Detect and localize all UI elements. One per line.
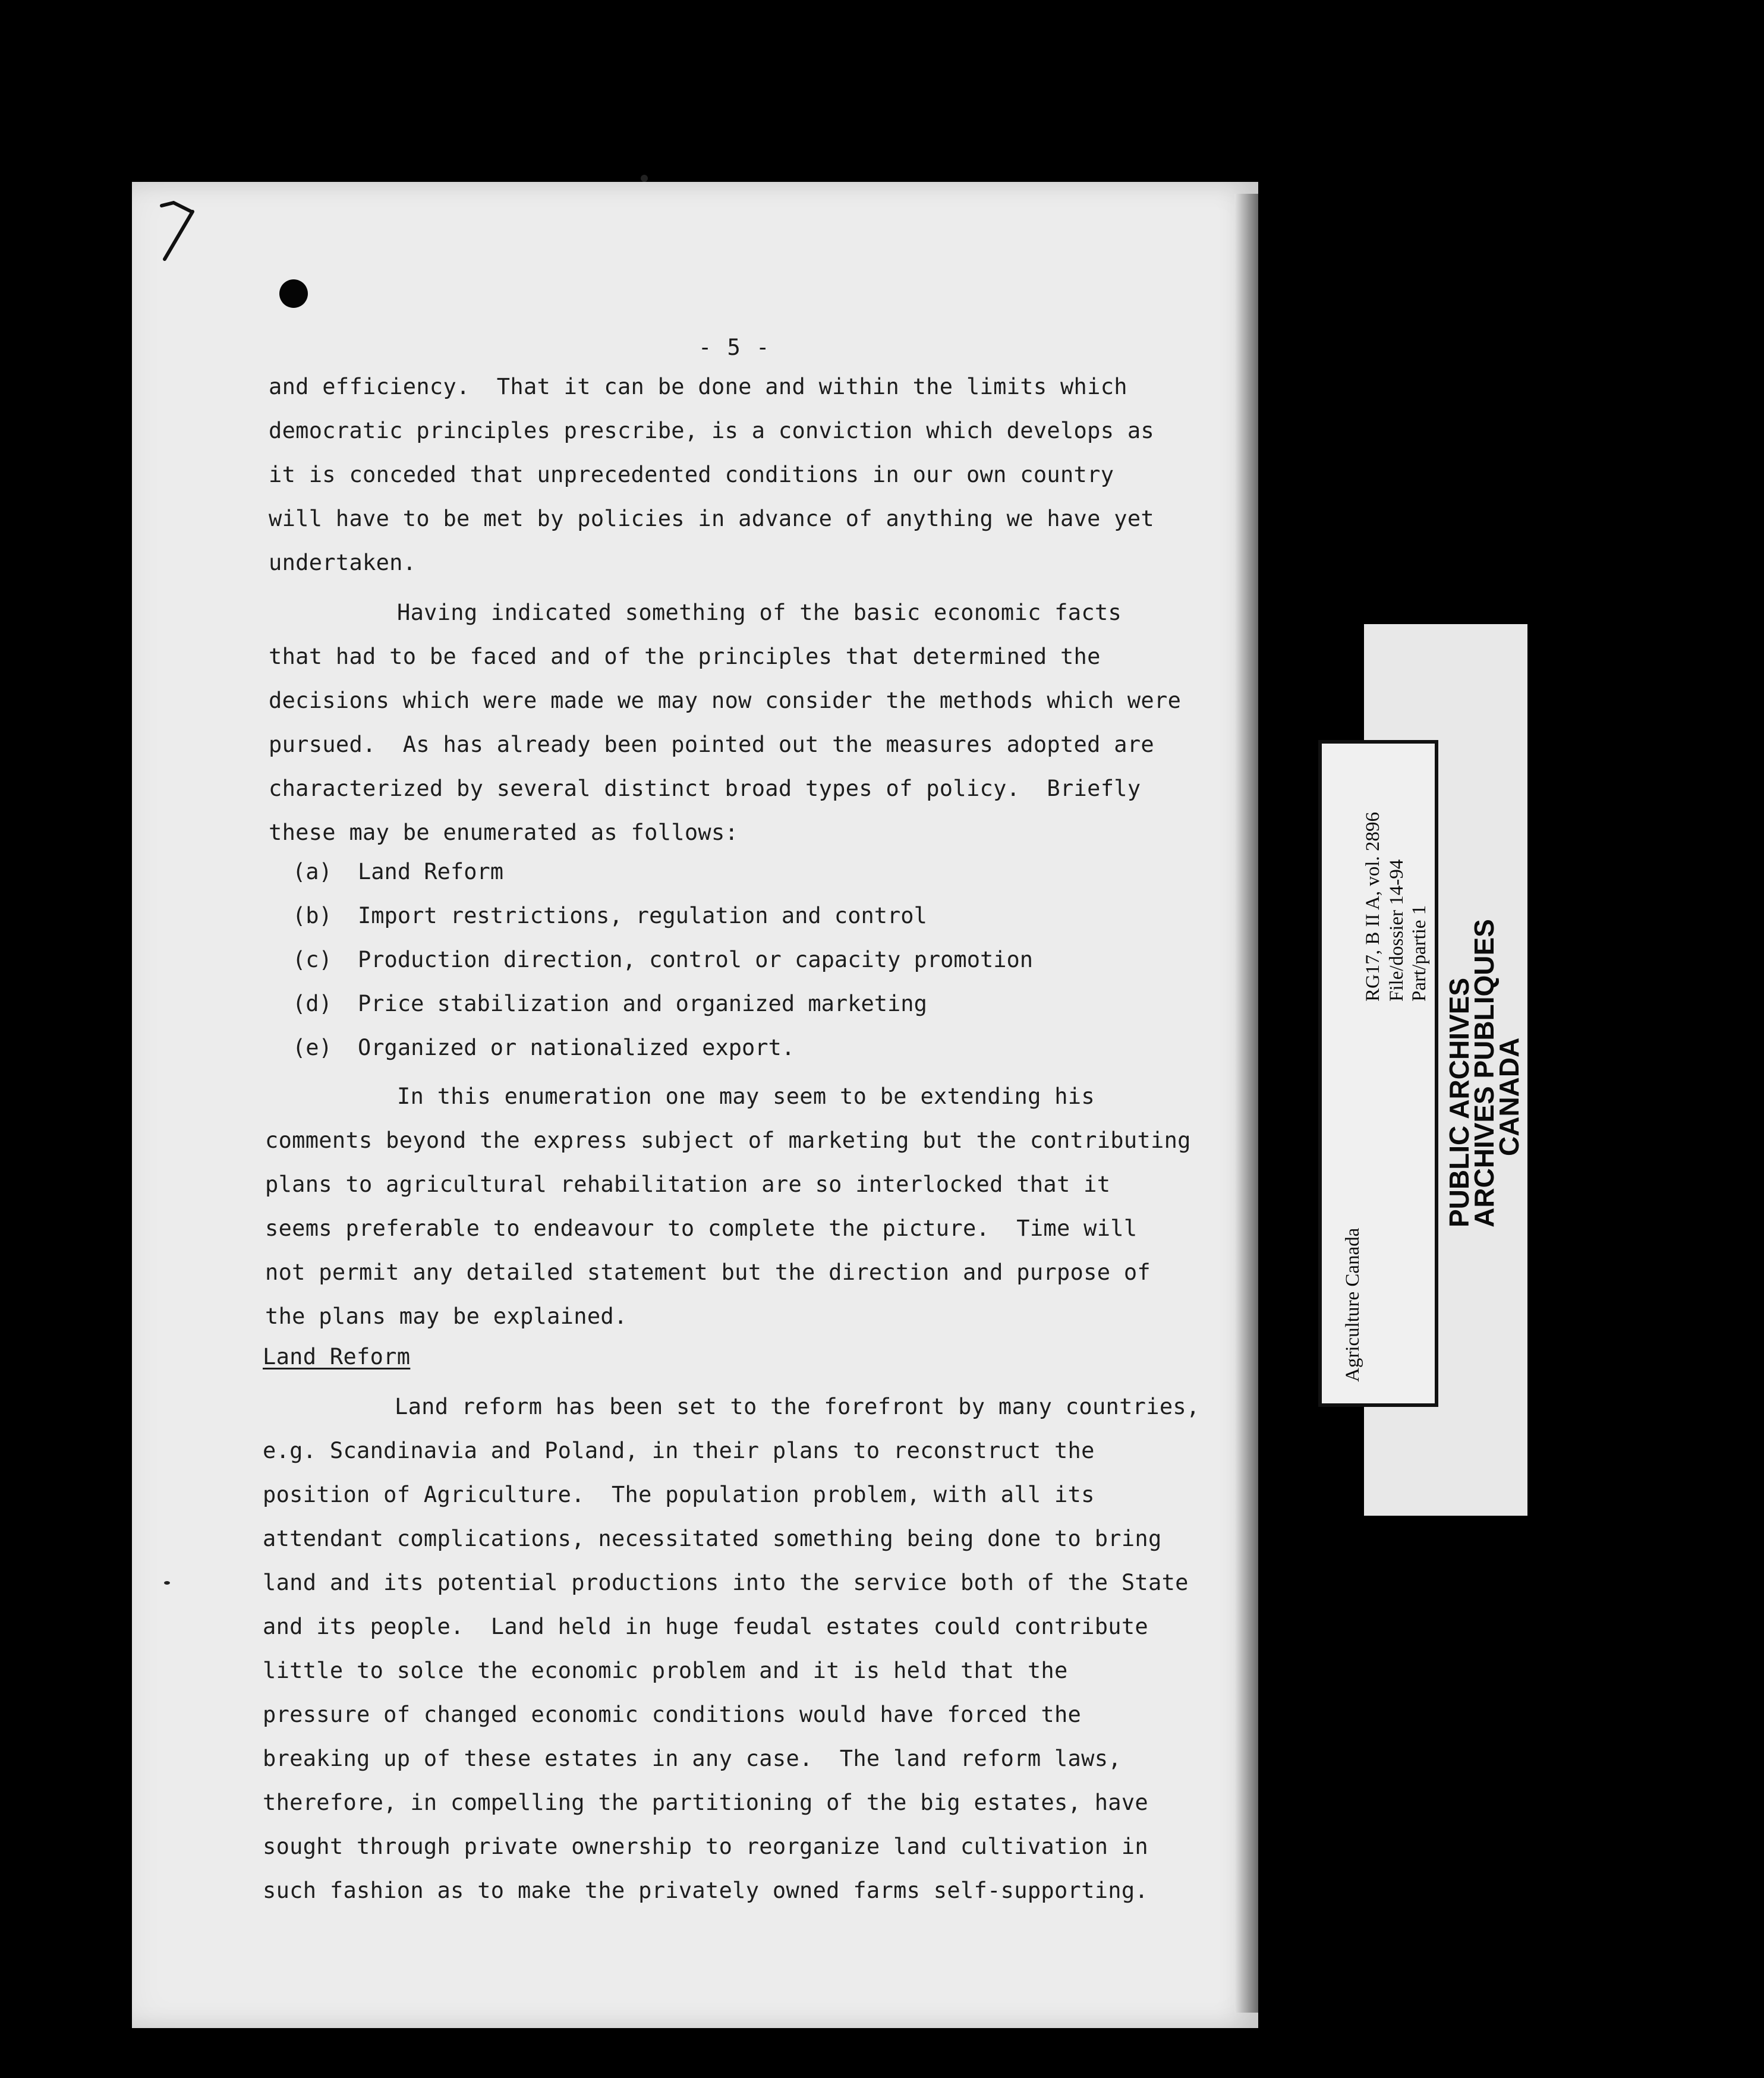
text-line: sought through private ownership to reorganize land cultivation in xyxy=(263,1834,1149,1859)
section-heading: Land Reform xyxy=(263,1344,411,1369)
text-line: pressure of changed economic conditions would have forced the xyxy=(263,1702,1082,1727)
text-line: little to solce the economic problem and it is held that the xyxy=(263,1658,1068,1683)
text-line: democratic principles prescribe, is a conviction which develops as xyxy=(269,418,1155,443)
list-item: Import restrictions, regulation and control xyxy=(358,903,927,928)
text-line: e.g. Scandinavia and Poland, in their plans to reconstruct the xyxy=(263,1438,1095,1463)
list-item: Organized or nationalized export. xyxy=(358,1035,795,1060)
text-line: will have to be met by policies in advance of anything we have yet xyxy=(269,506,1155,531)
text-line: such fashion as to make the privately owned farms self-supporting. xyxy=(263,1878,1149,1903)
archive-name: CANADA xyxy=(1494,1037,1524,1156)
list-item-letter: (c) xyxy=(292,947,332,972)
text-line: seems preferable to endeavour to complete the picture. Time will xyxy=(265,1216,1138,1241)
text-line: land and its potential productions into the service both of the State xyxy=(263,1570,1189,1595)
text-line: and its people. Land held in huge feudal estates could contribute xyxy=(263,1614,1149,1639)
text-line: Land reform has been set to the forefront by many countries, xyxy=(395,1394,1200,1419)
list-item: Price stabilization and organized marketing xyxy=(358,991,927,1016)
text-line: undertaken. xyxy=(269,550,417,575)
text-line: that had to be faced and of the principles that determined the xyxy=(269,644,1101,669)
text-line: attendant complications, necessitated something being done to bring xyxy=(263,1526,1162,1551)
archive-department: Agriculture Canada xyxy=(1342,1227,1363,1382)
archive-name: PUBLIC ARCHIVES xyxy=(1444,978,1475,1227)
list-item-letter: (b) xyxy=(292,903,332,928)
text-line: and efficiency. That it can be done and within the limits which xyxy=(269,374,1127,399)
dust-speck xyxy=(641,175,648,182)
text-line: comments beyond the express subject of marketing but the contributing xyxy=(265,1128,1191,1153)
text-line: not permit any detailed statement but the direction and purpose of xyxy=(265,1260,1151,1285)
text-line: position of Agriculture. The population problem, with all its xyxy=(263,1482,1095,1507)
text-line: In this enumeration one may seem to be extending his xyxy=(397,1084,1095,1109)
text-line: Having indicated something of the basic economic facts xyxy=(397,600,1122,625)
dust-speck xyxy=(164,1581,170,1585)
text-line: therefore, in compelling the partitioning of the big estates, have xyxy=(263,1790,1149,1815)
page-number: - 5 - xyxy=(698,335,771,360)
list-item-letter: (e) xyxy=(292,1035,332,1060)
archive-reference: File/dossier 14-94 xyxy=(1386,859,1407,1002)
list-item-letter: (d) xyxy=(292,991,332,1016)
text-line: breaking up of these estates in any case. The land reform laws, xyxy=(263,1746,1122,1771)
list-item: Production direction, control or capacity promotion xyxy=(358,947,1034,972)
archive-name: ARCHIVES PUBLIQUES xyxy=(1469,919,1500,1227)
punch-hole xyxy=(279,279,308,308)
page-edge-shadow xyxy=(1234,194,1258,2013)
archive-reference: RG17, B II A, vol. 2896 xyxy=(1362,811,1384,1002)
text-line: it is conceded that unprecedented conditions in our own country xyxy=(269,462,1114,487)
text-line: pursued. As has already been pointed out the measures adopted are xyxy=(269,732,1155,757)
archive-reference: Part/partie 1 xyxy=(1409,905,1430,1002)
text-line: the plans may be explained. xyxy=(265,1304,628,1329)
list-item: Land Reform xyxy=(358,859,504,884)
text-line: plans to agricultural rehabilitation are so interlocked that it xyxy=(265,1172,1111,1197)
list-item-letter: (a) xyxy=(292,859,332,884)
text-line: characterized by several distinct broad types of policy. Briefly xyxy=(269,776,1141,801)
text-line: decisions which were made we may now consider the methods which were xyxy=(269,688,1182,713)
handwritten-mark-icon xyxy=(156,194,221,265)
text-line: these may be enumerated as follows: xyxy=(269,820,739,845)
